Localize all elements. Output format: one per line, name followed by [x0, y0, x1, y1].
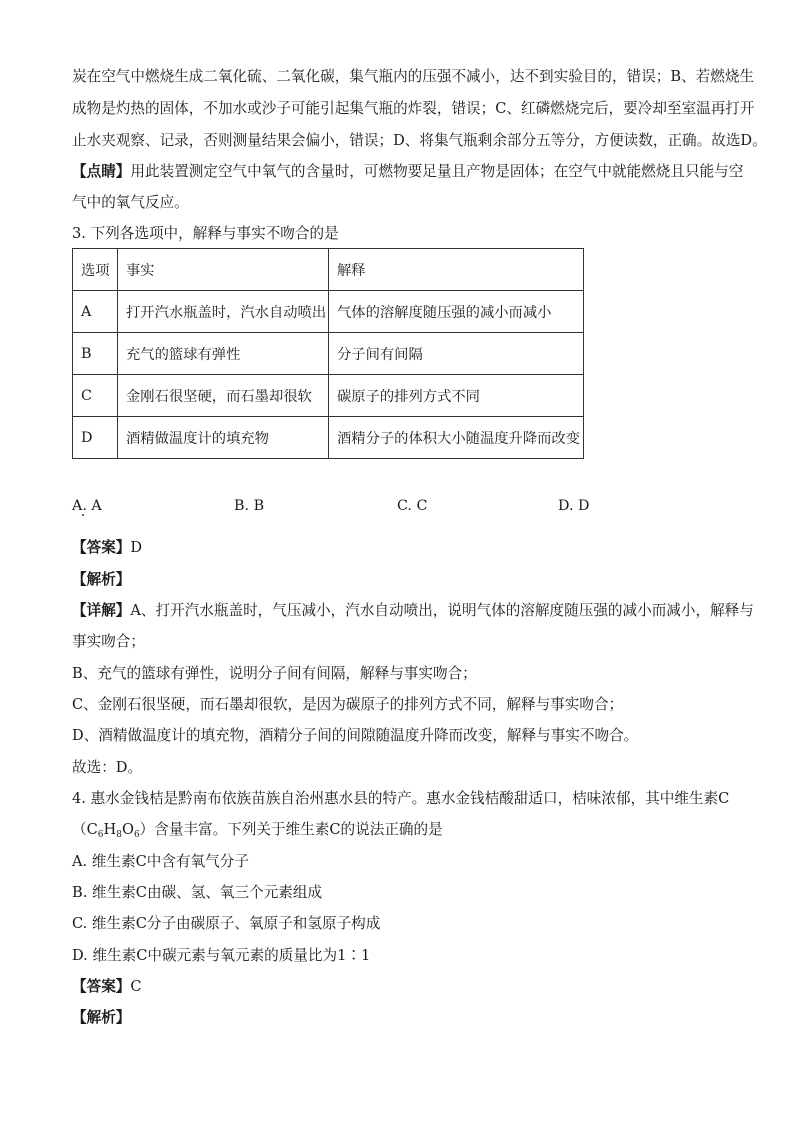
detail-text: A、打开汽水瓶盖时，气压减小，汽水自动喷出，说明气体的溶解度随压强的减小而减小，解释与: [130, 602, 754, 619]
q4-stem-line-1: 4. 惠水金钱桔是黔南布依族苗族自治州惠水县的特产。惠水金钱桔酸甜适口，桔味浓郁，其中维生素C: [72, 790, 730, 807]
formula-subscript: 6: [133, 830, 140, 840]
table-cell: 酒精分子的体积大小随温度升降而改变: [329, 417, 584, 459]
q3-detail-line-1: [72, 601, 754, 621]
q4-option-c: C. 维生素C分子由碳原子、氧原子和氢原子构成: [72, 915, 381, 932]
q4-option-b: B. 维生素C由碳、氢、氧三个元素组成: [72, 884, 323, 901]
stem-text: ）含量丰富。下列关于维生素C的说法正确的是: [139, 821, 443, 838]
prev-comment-line-1: [72, 162, 743, 182]
comment-text: 用此装置测定空气中氧气的含量时，可燃物要足量且产物是固体；在空气中就能燃烧且只能与空: [130, 163, 744, 180]
q3-detail-line-5: D、酒精做温度计的填充物，酒精分子间的间隙随温度升降而改变，解释与事实不吻合。: [72, 727, 639, 744]
prev-comment-line-2: 气中的氧气反应。: [72, 194, 189, 211]
q3-detail-line-2: 事实吻合；: [72, 633, 145, 650]
q3-conclusion: 故选：D。: [72, 759, 143, 776]
formula-c: （C: [72, 821, 98, 838]
header-cell: 解释: [329, 249, 584, 291]
table-header-row: [73, 249, 584, 291]
table-cell: D: [73, 417, 118, 459]
table-cell: 打开汽水瓶盖时，汽水自动喷出: [118, 291, 329, 333]
table-cell: 分子间有间隔: [329, 333, 584, 375]
table-cell: 充气的篮球有弹性: [118, 333, 329, 375]
q3-option-b: B. B: [234, 498, 265, 514]
q3-analysis-tag: 【解析】: [72, 571, 131, 588]
table-cell: B: [73, 333, 118, 375]
header-cell: 事实: [118, 249, 329, 291]
q4-answer-line: [72, 977, 142, 997]
prev-text-line-3: 止水夹观察、记录，否则测量结果会偏小，错误；D、将集气瓶剩余部分五等分，方便读数，正确。故选D。: [72, 132, 767, 149]
q4-option-a: A. 维生素C中含有氧气分子: [72, 853, 249, 870]
dot-mark: [82, 514, 84, 516]
table-cell: 酒精做温度计的填充物: [118, 417, 329, 459]
q3-option-d: D. D: [558, 498, 590, 514]
q3-detail-line-3: B、充气的篮球有弹性，说明分子间有间隔，解释与事实吻合；: [72, 665, 477, 682]
formula-o: O: [121, 821, 134, 838]
table-row: [73, 333, 584, 375]
table-cell: 碳原子的排列方式不同: [329, 375, 584, 417]
q3-answer-line: [72, 538, 142, 558]
q3-option-c: C. C: [397, 498, 428, 514]
table-row: [73, 291, 584, 333]
q4-analysis-tag: 【解析】: [72, 1009, 131, 1026]
answer-tag: 【答案】: [72, 539, 131, 556]
detail-tag: 【详解】: [72, 602, 131, 619]
comment-tag: 【点睛】: [72, 163, 131, 180]
answer-tag: 【答案】: [72, 978, 131, 995]
formula-subscript: 8: [116, 830, 122, 840]
q3-table: [72, 248, 584, 459]
table-cell: 金刚石很坚硬，而石墨却很软: [118, 375, 329, 417]
prev-text-line-1: 炭在空气中燃烧生成二氧化硫、二氧化碳，集气瓶内的压强不减小，达不到实验目的，错误；B、若燃烧生: [72, 68, 755, 85]
formula-subscript: 6: [97, 830, 104, 840]
q4-option-d: D. 维生素C中碳元素与氧元素的质量比为1∶1: [72, 947, 371, 964]
header-cell: 选项: [73, 249, 118, 291]
answer-value: D: [130, 539, 143, 556]
table-row: [73, 375, 584, 417]
q3-option-a: A. A: [72, 498, 102, 514]
table-cell: 气体的溶解度随压强的减小而减小: [329, 291, 584, 333]
table-row: [73, 417, 584, 459]
table-cell: C: [73, 375, 118, 417]
q4-stem-line-2: [72, 820, 443, 842]
answer-value: C: [130, 978, 142, 995]
formula-h: H: [103, 821, 117, 838]
prev-text-line-2: 成物是灼热的固体，不加水或沙子可能引起集气瓶的炸裂，错误；C、红磷燃烧完后，要冷却至室温再打开: [72, 100, 755, 117]
table-cell: A: [73, 291, 118, 333]
q3-detail-line-4: C、金刚石很坚硬，而石墨却很软，是因为碳原子的排列方式不同，解释与事实吻合；: [72, 696, 624, 713]
q3-stem: 3. 下列各选项中，解释与事实不吻合的是: [72, 225, 339, 242]
